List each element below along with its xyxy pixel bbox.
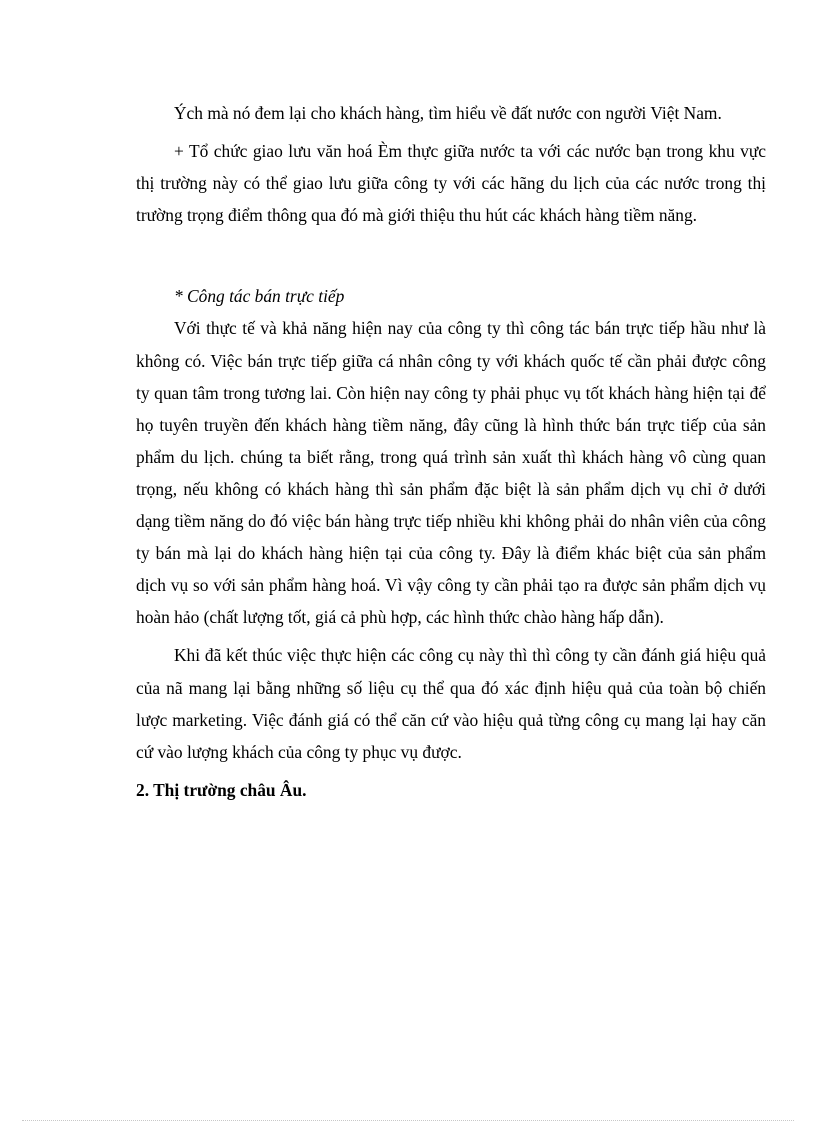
paragraph-evaluation: Khi đã kết thúc việc thực hiện các công cụ này thì thì công ty cần đánh giá hiệu quả của nã mang lại bằng những số liệu cụ thể qua đó xác định hiệu quả của toàn bộ chiến lược marketing. Việc đánh giá có thể căn cứ vào hiệu quả từng công cụ mang lại hay căn cứ vào lượng khách của công ty phục vụ được. bbox=[136, 645, 766, 762]
document-page bbox=[136, 97, 766, 806]
paragraph-intro: Ých mà nó đem lại cho khách hàng, tìm hiểu về đất nước con người Việt Nam. bbox=[174, 103, 722, 123]
subheading-direct-sales: * Công tác bán trực tiếp bbox=[174, 286, 345, 307]
paragraph-cultural-exchange: + Tổ chức giao lưu văn hoá Èm thực giữa nước ta với các nước bạn trong khu vực thị trường này có thể giao lưu giữa công ty với các hãng du lịch của các nước trong thị trường trọng điểm thông qua đó mà giới thiệu thu hút các khách hàng tiềm năng. bbox=[136, 141, 766, 226]
section-heading-europe: 2. Thị trường châu Âu. bbox=[136, 779, 307, 800]
page-bottom-border bbox=[22, 1120, 794, 1121]
paragraph-direct-sales: Với thực tế và khả năng hiện nay của công ty thì công tác bán trực tiếp hầu như là không có. Việc bán trực tiếp giữa cá nhân công ty với khách quốc tế cần phải được công ty quan tâm trong tương lai. Còn hiện nay công ty phải phục vụ tốt khách hàng hiện tại để họ tuyên truyền đến khách hàng tiềm năng, đây cũng là hình thức bán trực tiếp của sản phẩm du lịch. chúng ta biết rằng, trong quá trình sản xuất thì khách hàng vô cùng quan trọng, nếu không có khách hàng thì sản phẩm đặc biệt là sản phẩm dịch vụ chỉ ở dưới dạng tiềm năng do đó việc bán hàng trực tiếp nhiều khi không phải do nhân viên của công ty bán mà lại do khách hàng hiện tại của công ty. Đây là điểm khác biệt của sản phẩm dịch vụ so với sản phẩm hàng hoá. Vì vậy công ty cần phải tạo ra được sản phẩm dịch vụ hoàn hảo (chất lượng tốt, giá cả phù hợp, các hình thức chào hàng hấp dẫn). bbox=[136, 318, 766, 628]
